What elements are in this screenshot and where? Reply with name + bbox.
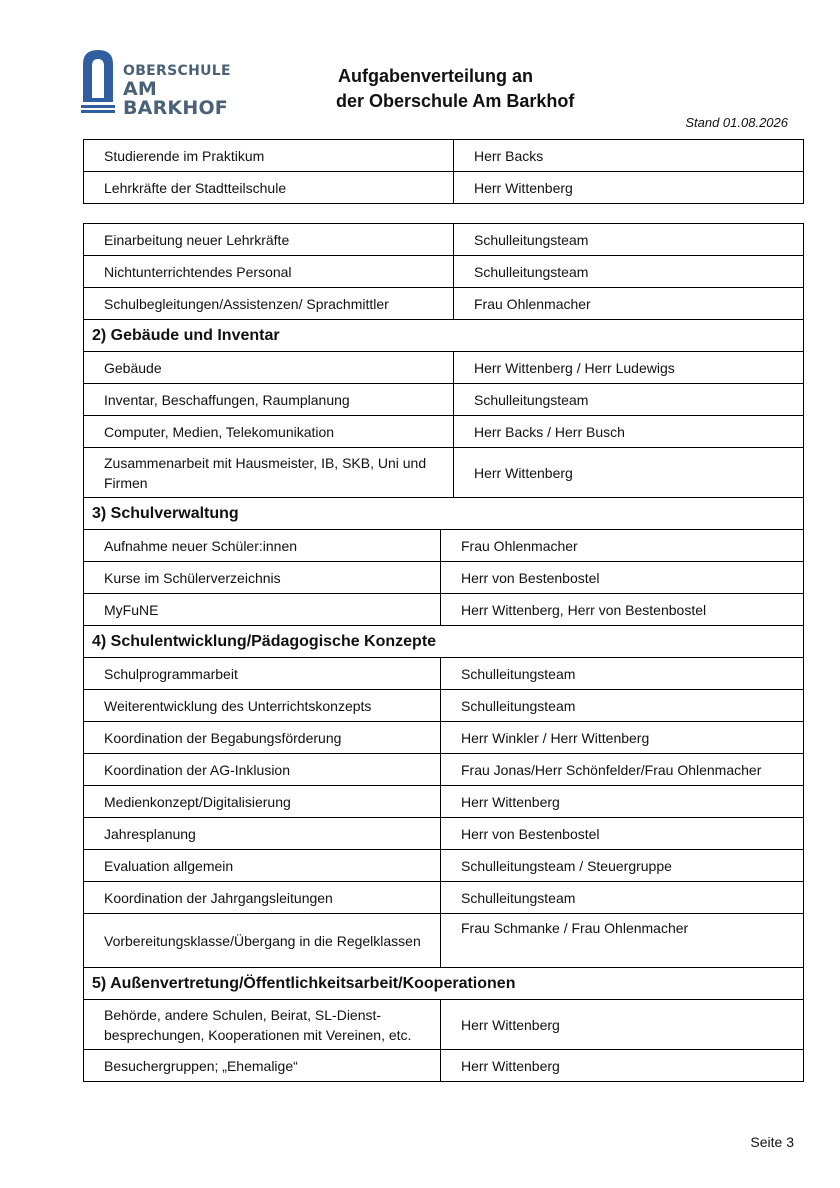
task-cell: Studierende im Praktikum xyxy=(84,140,454,172)
section-heading-schulverwaltung: 3) Schulverwaltung xyxy=(84,498,804,530)
logo-text xyxy=(123,64,250,118)
task-cell: Schulprogrammarbeit xyxy=(84,658,441,690)
person-cell: Schulleitungsteam xyxy=(441,658,804,690)
person-cell: Schulleitungsteam / Steuergruppe xyxy=(441,850,804,882)
task-cell: Vorbereitungsklasse/Übergang in die Regelklassen xyxy=(84,914,441,968)
task-cell: Jahresplanung xyxy=(84,818,441,850)
person-cell: Frau Jonas/Herr Schönfelder/Frau Ohlenmacher xyxy=(441,754,804,786)
table-row xyxy=(84,1050,804,1082)
section-heading-gebaeude: 2) Gebäude und Inventar xyxy=(84,320,804,352)
table-row xyxy=(84,140,804,172)
task-cell: MyFuNE xyxy=(84,594,441,626)
logo-line1: OBERSCHULE xyxy=(123,63,231,79)
task-cell: Behörde, andere Schulen, Beirat, SL-Dienst-besprechungen, Kooperationen mit Vereinen, etc. xyxy=(84,1000,441,1050)
table-row xyxy=(84,448,804,498)
task-cell: Evaluation allgemein xyxy=(84,850,441,882)
person-cell: Herr Wittenberg / Herr Ludewigs xyxy=(454,352,804,384)
task-cell: Aufnahme neuer Schüler:innen xyxy=(84,530,441,562)
page-number: Seite 3 xyxy=(750,1134,794,1150)
person-cell: Herr Wittenberg xyxy=(441,1050,804,1082)
table-row xyxy=(84,914,804,968)
task-cell: Lehrkräfte der Stadtteilschule xyxy=(84,172,454,204)
task-cell: Gebäude xyxy=(84,352,454,384)
table-row xyxy=(84,384,804,416)
document-title-line2: der Oberschule Am Barkhof xyxy=(336,91,575,111)
person-cell: Herr Wittenberg xyxy=(454,448,804,498)
school-logo xyxy=(80,48,250,119)
table-row xyxy=(84,530,804,562)
table-praktikum xyxy=(83,139,804,204)
person-cell: Schulleitungsteam xyxy=(441,690,804,722)
table-row xyxy=(84,786,804,818)
person-cell: Schulleitungsteam xyxy=(454,256,804,288)
table-row xyxy=(84,658,804,690)
task-cell: Einarbeitung neuer Lehrkräfte xyxy=(84,224,454,256)
task-cell: Zusammenarbeit mit Hausmeister, IB, SKB, Uni und Firmen xyxy=(84,448,454,498)
person-cell: Frau Ohlenmacher xyxy=(441,530,804,562)
logo-line2: AM BARKHOF xyxy=(123,78,228,119)
person-cell: Herr Backs / Herr Busch xyxy=(454,416,804,448)
person-cell: Schulleitungsteam xyxy=(454,384,804,416)
school-logo-icon xyxy=(80,48,116,114)
person-cell: Herr Wittenberg xyxy=(441,786,804,818)
person-cell: Frau Ohlenmacher xyxy=(454,288,804,320)
task-cell: Medienkonzept/Digitalisierung xyxy=(84,786,441,818)
task-cell: Schulbegleitungen/Assistenzen/ Sprachmittler xyxy=(84,288,454,320)
table-aufgaben xyxy=(83,223,804,498)
person-cell: Schulleitungsteam xyxy=(454,224,804,256)
task-cell: Inventar, Beschaffungen, Raumplanung xyxy=(84,384,454,416)
table-row xyxy=(84,690,804,722)
table-row xyxy=(84,416,804,448)
section-heading-aussenvertretung: 5) Außenvertretung/Öffentlichkeitsarbeit/Kooperationen xyxy=(84,968,804,1000)
table-row xyxy=(84,850,804,882)
table-row xyxy=(84,562,804,594)
table-row xyxy=(84,594,804,626)
task-cell: Besuchergruppen; „Ehemalige“ xyxy=(84,1050,441,1082)
person-cell: Herr Backs xyxy=(454,140,804,172)
document-title xyxy=(336,64,574,114)
table-row xyxy=(84,882,804,914)
task-cell: Kurse im Schülerverzeichnis xyxy=(84,562,441,594)
table-row xyxy=(84,224,804,256)
task-cell: Nichtunterrichtendes Personal xyxy=(84,256,454,288)
task-cell: Koordination der AG-Inklusion xyxy=(84,754,441,786)
task-cell: Computer, Medien, Telekomunikation xyxy=(84,416,454,448)
task-cell: Koordination der Begabungsförderung xyxy=(84,722,441,754)
table-row xyxy=(84,818,804,850)
person-cell: Herr von Bestenbostel xyxy=(441,562,804,594)
table-verwaltung xyxy=(83,497,804,1082)
table-row xyxy=(84,172,804,204)
person-cell: Herr Wittenberg, Herr von Bestenbostel xyxy=(441,594,804,626)
person-cell: Schulleitungsteam xyxy=(441,882,804,914)
stand-date: Stand 01.08.2026 xyxy=(685,115,788,130)
task-cell: Weiterentwicklung des Unterrichtskonzepts xyxy=(84,690,441,722)
section-heading-schulentwicklung: 4) Schulentwicklung/Pädagogische Konzepte xyxy=(84,626,804,658)
table-row xyxy=(84,1000,804,1050)
table-row xyxy=(84,352,804,384)
table-row xyxy=(84,256,804,288)
person-cell: Herr Wittenberg xyxy=(454,172,804,204)
person-cell: Herr Wittenberg xyxy=(441,1000,804,1050)
table-row xyxy=(84,754,804,786)
document-title-line1: Aufgabenverteilung an xyxy=(338,66,534,86)
person-cell: Frau Schmanke / Frau Ohlenmacher xyxy=(441,914,804,968)
table-row xyxy=(84,288,804,320)
person-cell: Herr Winkler / Herr Wittenberg xyxy=(441,722,804,754)
person-cell: Herr von Bestenbostel xyxy=(441,818,804,850)
task-cell: Koordination der Jahrgangsleitungen xyxy=(84,882,441,914)
table-row xyxy=(84,722,804,754)
